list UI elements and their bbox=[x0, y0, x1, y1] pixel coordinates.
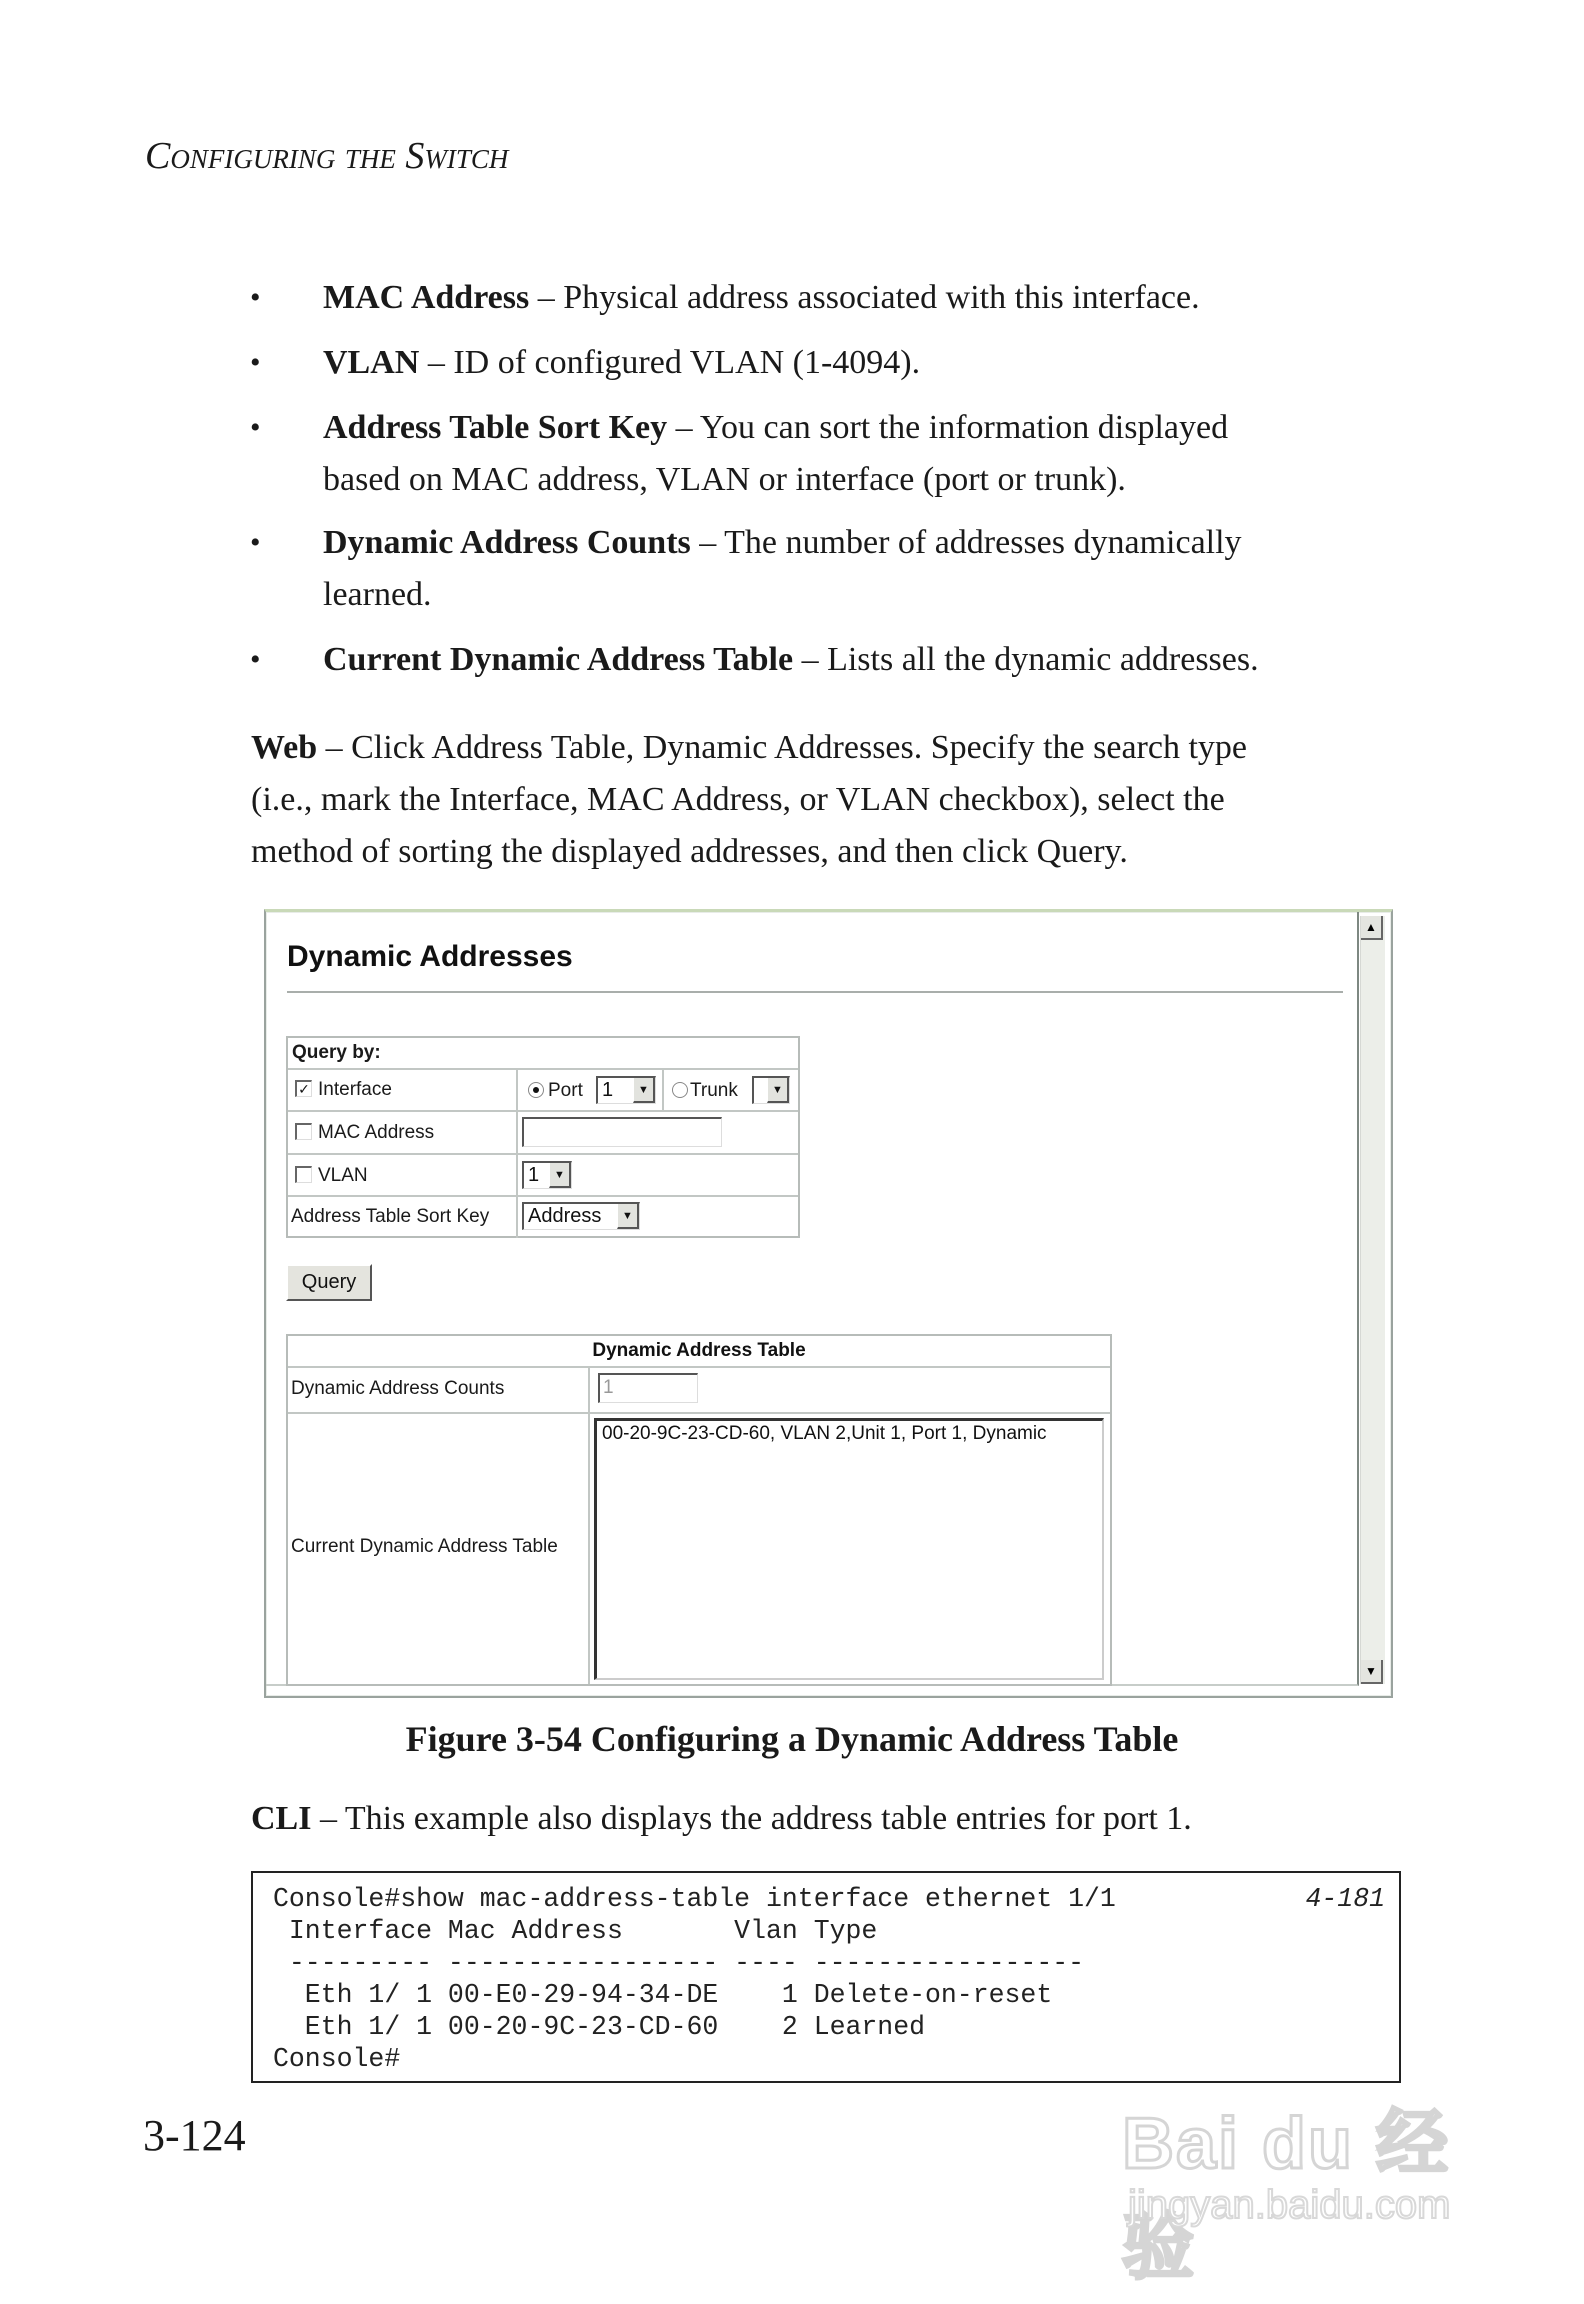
port-select[interactable] bbox=[596, 1076, 656, 1104]
counts-label: Dynamic Address Counts bbox=[291, 1378, 505, 1399]
baidu-watermark bbox=[1122, 2075, 1492, 2288]
query-by-table bbox=[286, 1036, 800, 1238]
counts-label-cell bbox=[288, 1368, 590, 1412]
mac-address-label: MAC Address bbox=[318, 1122, 435, 1143]
bullet-term: Dynamic Address Counts bbox=[323, 524, 691, 561]
address-entry[interactable]: 00-20-9C-23-CD-60, VLAN 2,Unit 1, Port 1, Dynamic bbox=[602, 1423, 1047, 1444]
sort-key-row bbox=[288, 1195, 798, 1238]
counts-field: 1 bbox=[598, 1373, 698, 1403]
check-icon: ✓ bbox=[298, 1081, 310, 1097]
current-table-row bbox=[288, 1414, 1110, 1684]
cli-command: Console#show mac-address-table interface ethernet 1/1 bbox=[273, 1884, 1116, 1914]
page-number: 3-124 bbox=[143, 2111, 246, 2160]
trunk-label: Trunk bbox=[690, 1080, 738, 1101]
trunk-select[interactable] bbox=[752, 1076, 790, 1104]
interface-checkbox[interactable] bbox=[295, 1080, 312, 1097]
web-text: – Click Address Table, Dynamic Addresses. Specify the search type bbox=[317, 729, 1248, 766]
table-title: Dynamic Address Table bbox=[288, 1336, 1110, 1368]
dynamic-address-table bbox=[286, 1334, 1112, 1686]
web-line-2: (i.e., mark the Interface, MAC Address, or VLAN checkbox), select the bbox=[251, 781, 1225, 818]
cli-line: Interface Mac Address Vlan Type bbox=[273, 1916, 878, 1946]
title-divider bbox=[287, 991, 1343, 993]
bullet-term: Current Dynamic Address Table bbox=[323, 641, 794, 678]
cli-intro bbox=[251, 1800, 1192, 1838]
current-address-list[interactable] bbox=[594, 1418, 1104, 1680]
bullet-item-continuation: learned. bbox=[323, 576, 432, 613]
vertical-scrollbar[interactable] bbox=[1360, 916, 1385, 1684]
mac-address-input[interactable] bbox=[522, 1117, 722, 1147]
arrow-down-icon: ▼ bbox=[1365, 1664, 1377, 1678]
vlan-select[interactable] bbox=[522, 1161, 572, 1189]
bullet-term: MAC Address bbox=[323, 279, 530, 316]
mac-address-row bbox=[288, 1110, 798, 1155]
vlan-select-value: 1 bbox=[528, 1164, 540, 1186]
cli-page-reference: 4-181 bbox=[1305, 1884, 1385, 1914]
bullet-dot: • bbox=[250, 281, 261, 314]
page-title: Dynamic Addresses bbox=[287, 940, 573, 973]
dynamic-addresses-screenshot bbox=[264, 909, 1393, 1698]
bullet-desc: – The number of addresses dynamically bbox=[690, 524, 1242, 561]
bullet-item-continuation: based on MAC address, VLAN or interface (port or trunk). bbox=[323, 461, 1126, 498]
current-table-label: Current Dynamic Address Table bbox=[291, 1536, 558, 1557]
bullet-desc: – Lists all the dynamic addresses. bbox=[793, 641, 1259, 678]
mac-label-cell bbox=[288, 1112, 518, 1155]
query-by-label: Query by: bbox=[292, 1042, 381, 1063]
query-button[interactable]: Query bbox=[286, 1264, 372, 1301]
port-select-value: 1 bbox=[602, 1079, 614, 1101]
baidu-logo-icon: Bai du 经验 bbox=[1122, 2104, 1451, 2288]
cli-line: --------- ----------------- ---- ----------------- bbox=[273, 1948, 1085, 1978]
web-line-1 bbox=[251, 722, 1411, 774]
sort-key-label-cell bbox=[288, 1197, 518, 1238]
chevron-down-icon: ▼ bbox=[633, 1078, 655, 1103]
chevron-down-icon: ▼ bbox=[767, 1078, 789, 1103]
scroll-up-button[interactable] bbox=[1361, 916, 1383, 940]
chevron-down-icon: ▼ bbox=[549, 1163, 571, 1188]
port-label: Port bbox=[548, 1080, 583, 1101]
bullet-item bbox=[323, 337, 1413, 389]
current-label-cell bbox=[288, 1414, 590, 1684]
bullet-item bbox=[323, 402, 1413, 454]
interface-label: Interface bbox=[318, 1079, 392, 1100]
watermark-url: jingyan.baidu.com bbox=[1128, 2183, 1451, 2227]
figure-caption: Figure 3-54 Configuring a Dynamic Address Table bbox=[405, 1719, 1179, 1759]
cli-intro-text: – This example also displays the address table entries for port 1. bbox=[311, 1800, 1192, 1837]
bullet-term: VLAN bbox=[323, 344, 420, 381]
bullet-dot: • bbox=[250, 526, 261, 559]
sort-key-select[interactable] bbox=[522, 1202, 640, 1230]
arrow-up-icon: ▲ bbox=[1365, 920, 1377, 934]
cli-output bbox=[273, 1883, 1116, 2075]
web-line-3: method of sorting the displayed addresses, and then click Query. bbox=[251, 833, 1128, 870]
bullet-desc: – Physical address associated with this interface. bbox=[529, 279, 1200, 316]
vlan-checkbox[interactable] bbox=[295, 1166, 312, 1183]
sort-key-value: Address bbox=[528, 1205, 602, 1227]
bullet-dot: • bbox=[250, 411, 261, 444]
running-head: Configuring the Switch bbox=[145, 135, 509, 177]
port-radio[interactable] bbox=[528, 1082, 544, 1098]
sort-key-label: Address Table Sort Key bbox=[291, 1206, 490, 1227]
vlan-label-cell bbox=[288, 1155, 518, 1197]
cell-divider bbox=[662, 1070, 664, 1112]
bullet-desc: – You can sort the information displayed bbox=[667, 409, 1229, 446]
cli-code-block bbox=[251, 1871, 1401, 2083]
bullet-dot: • bbox=[250, 346, 261, 379]
cli-line: Eth 1/ 1 00-20-9C-23-CD-60 2 Learned bbox=[273, 2012, 926, 2042]
web-term: Web bbox=[251, 729, 318, 766]
bullet-desc: – ID of configured VLAN (1-4094). bbox=[419, 344, 921, 381]
bullet-dot: • bbox=[250, 643, 261, 676]
interface-label-cell bbox=[288, 1070, 518, 1112]
bullet-item bbox=[323, 272, 1413, 324]
interface-row bbox=[288, 1068, 798, 1112]
counts-row bbox=[288, 1368, 1110, 1414]
cli-term: CLI bbox=[251, 1800, 312, 1837]
screenshot-content bbox=[266, 912, 1359, 1686]
vlan-row bbox=[288, 1153, 798, 1197]
trunk-radio[interactable] bbox=[672, 1082, 688, 1098]
vlan-label: VLAN bbox=[318, 1165, 368, 1186]
bullet-item bbox=[323, 634, 1413, 686]
cli-line: Console# bbox=[273, 2044, 401, 2074]
bullet-term: Address Table Sort Key bbox=[323, 409, 668, 446]
chevron-down-icon: ▼ bbox=[617, 1204, 639, 1229]
mac-address-checkbox[interactable] bbox=[295, 1123, 312, 1140]
bullet-item bbox=[323, 517, 1413, 569]
scroll-down-button[interactable] bbox=[1361, 1660, 1383, 1684]
cli-line: Eth 1/ 1 00-E0-29-94-34-DE 1 Delete-on-reset bbox=[273, 1980, 1053, 2010]
